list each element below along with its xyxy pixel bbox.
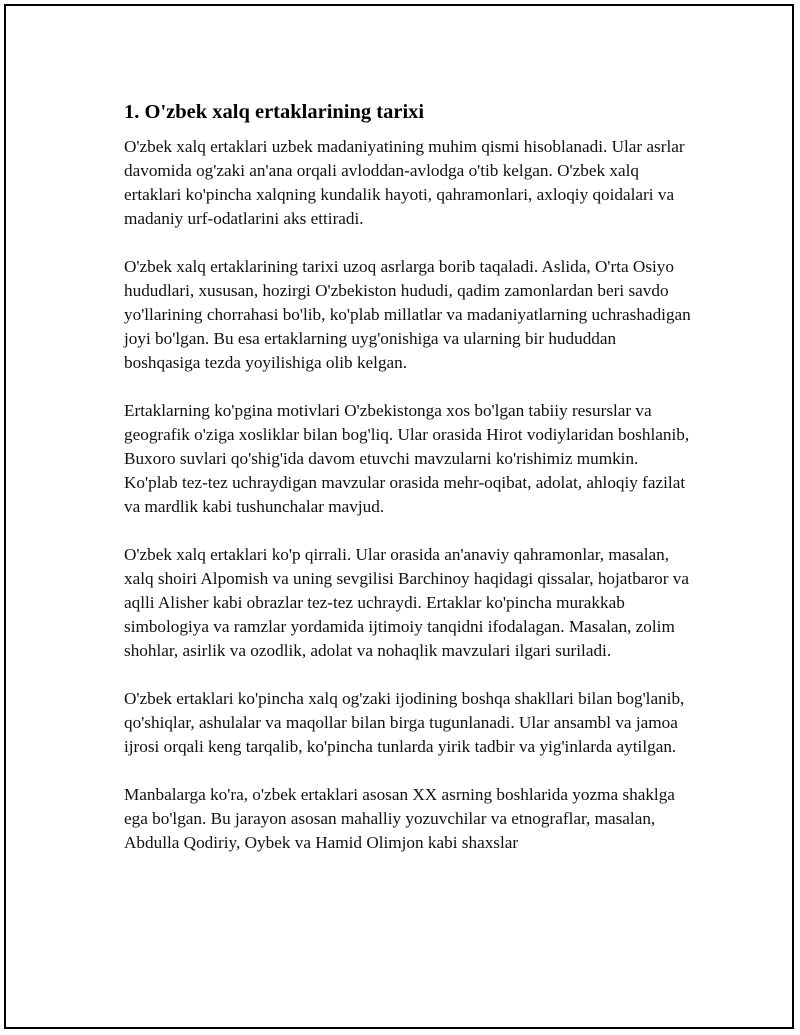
paragraph-5: O'zbek ertaklari ko'pincha xalq og'zaki ijodining boshqa shakllari bilan bog'lanib, qo'shiqlar, ashulalar va maqollar bilan birga tugunlanadi. Ular ansambl va jamoa ijrosi orqali keng tarqalib, ko'pincha tunlarda yirik tadbir va yig'inlarda aytilgan. bbox=[124, 689, 685, 756]
document-body bbox=[124, 99, 696, 879]
paragraph-6: Manbalarga ko'ra, o'zbek ertaklari asosan XX asrning boshlarida yozma shaklga ega bo'lgan. Bu jarayon asosan mahalliy yozuvchilar va etnograflar, masalan, Abdulla Qodiriy, Oybek va Hamid Olimjon kabi shaxslar bbox=[124, 785, 675, 852]
paragraph-2: O'zbek xalq ertaklarining tarixi uzoq asrlarga borib taqaladi. Aslida, O'rta Osiyo hududlari, xususan, hozirgi O'zbekiston hududi, qadim zamonlardan beri savdo yo'llarining chorrahasi bo'lib, ko'plab millatlar va madaniyatlarning uchrashadigan joyi bo'lgan. Bu esa ertaklarning uyg'onishiga va ularning bir hududdan boshqasiga tezda yoyilishiga olib kelgan. bbox=[124, 257, 691, 372]
paragraph-1: O'zbek xalq ertaklari uzbek madaniyatining muhim qismi hisoblanadi. Ular asrlar davomida og'zaki an'ana orqali avloddan-avlodga o'tib kelgan. O'zbek xalq ertaklari ko'pincha xalqning kundalik hayoti, qahramonlari, axloqiy qoidalari va madaniy urf-odatlarini aks ettiradi. bbox=[124, 137, 685, 228]
section-title: 1. O'zbek xalq ertaklarining tarixi bbox=[124, 101, 425, 123]
paragraph-4: O'zbek xalq ertaklari ko'p qirrali. Ular orasida an'anaviy qahramonlar, masalan, xalq shoiri Alpomish va uning sevgilisi Barchinoy haqidagi qissalar, hojatbaror va aqlli Alisher kabi obrazlar tez-tez uchraydi. Ertaklar ko'pincha murakkab simbologiya va ramzlar yordamida ijtimoiy tanqidni ifodalagan. Masalan, zolim shohlar, asirlik va ozodlik, adolat va nohaqlik mavzulari ilgari suriladi. bbox=[124, 545, 689, 660]
paragraph-3: Ertaklarning ko'pgina motivlari O'zbekistonga xos bo'lgan tabiiy resurslar va geografik o'ziga xosliklar bilan bog'liq. Ular orasida Hirot vodiylaridan boshlanib, Buxoro suvlari qo'shig'ida davom etuvchi mavzularni ko'rishimiz mumkin. Ko'plab tez-tez uchraydigan mavzular orasida mehr-oqibat, adolat, ahloqiy fazilat va mardlik kabi tushunchalar mavjud. bbox=[124, 401, 690, 516]
page-frame bbox=[4, 4, 794, 1029]
